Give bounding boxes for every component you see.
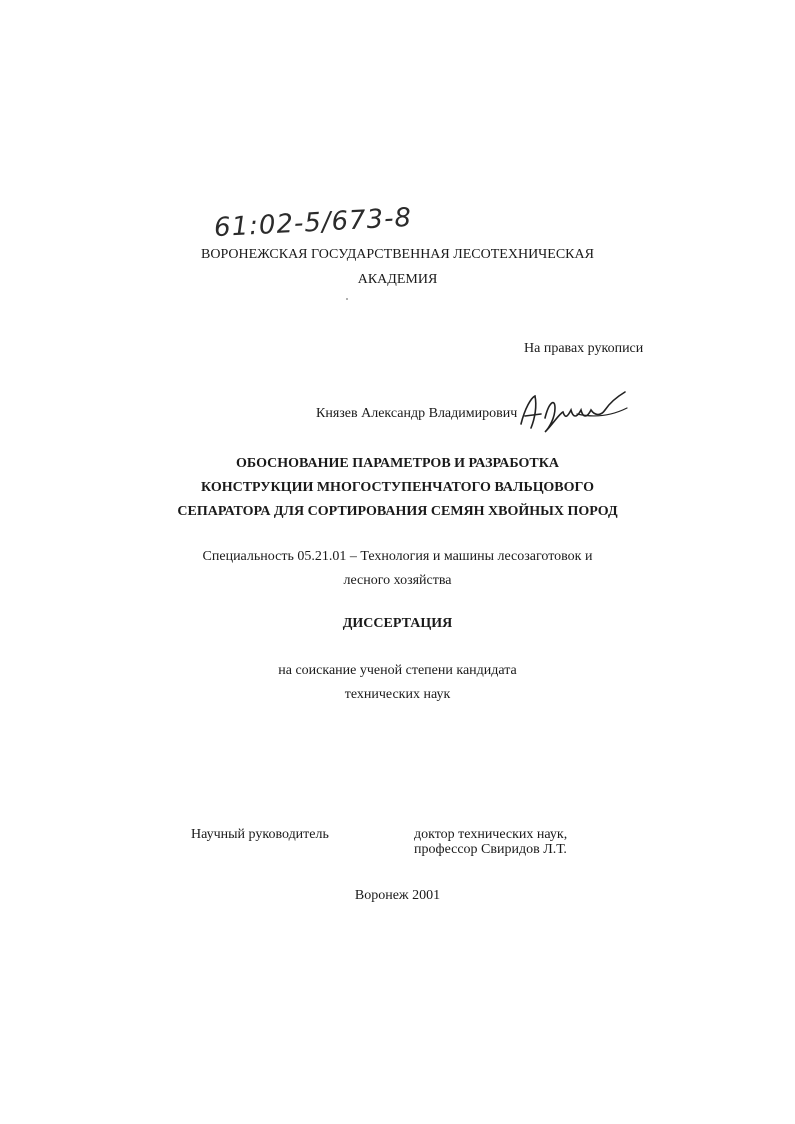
scan-speck: [346, 298, 348, 300]
title-line-2: КОНСТРУКЦИИ МНОГОСТУПЕНЧАТОГО ВАЛЬЦОВОГО: [201, 480, 594, 495]
supervisor-degree: доктор технических наук,: [414, 827, 568, 842]
document-type-heading: ДИССЕРТАЦИЯ: [342, 616, 453, 631]
rights-note: На правах рукописи: [524, 341, 644, 356]
degree-line-1: на соискание ученой степени кандидата: [278, 663, 517, 678]
place-year: Воронеж 2001: [354, 888, 441, 903]
supervisor-name: профессор Свиридов Л.Т.: [414, 842, 567, 857]
degree-line-2: технических наук: [344, 687, 451, 702]
title-line-1: ОБОСНОВАНИЕ ПАРАМЕТРОВ И РАЗРАБОТКА: [236, 456, 559, 471]
supervisor-label: Научный руководитель: [191, 827, 329, 842]
archive-handwritten-mark: 61:02-5/673-8: [213, 202, 413, 244]
institution-line-2: АКАДЕМИЯ: [357, 272, 438, 287]
author-name: Князев Александр Владимирович: [316, 406, 518, 421]
institution-line-1: ВОРОНЕЖСКАЯ ГОСУДАРСТВЕННАЯ ЛЕСОТЕХНИЧЕСКАЯ: [201, 247, 594, 262]
title-line-3: СЕПАРАТОРА ДЛЯ СОРТИРОВАНИЯ СЕМЯН ХВОЙНЫХ ПОРОД: [177, 504, 618, 519]
author-signature-image: [515, 388, 635, 436]
specialty-line-2: лесного хозяйства: [343, 573, 452, 588]
specialty-line-1: Специальность 05.21.01 – Технология и машины лесозаготовок и: [202, 549, 593, 564]
